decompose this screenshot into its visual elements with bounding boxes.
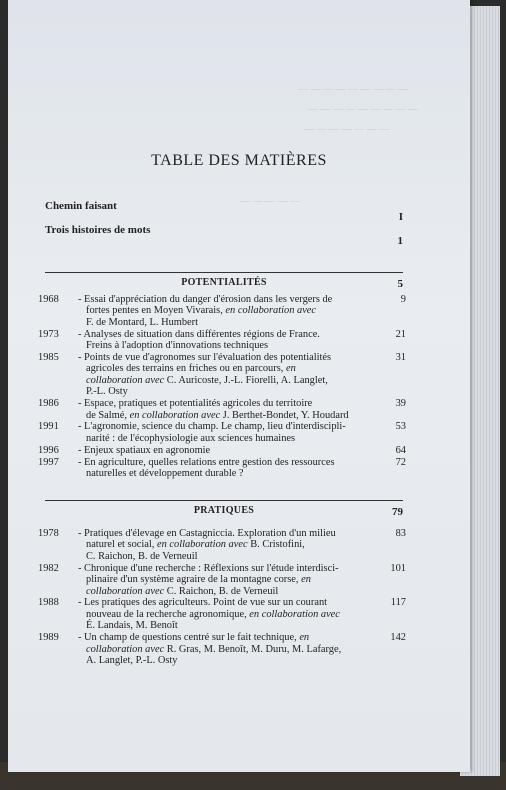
- toc-front-label: Trois histoires de mots: [45, 224, 151, 236]
- show-through-text: — — — — —: [240, 196, 300, 207]
- toc-entry: [38, 421, 406, 444]
- toc-front-label: Chemin faisant: [45, 200, 117, 212]
- entry-page: 83: [395, 528, 406, 539]
- entries-pratiques: [38, 528, 406, 667]
- entry-page: 21: [395, 328, 406, 340]
- entry-line: - Points de vue d'agronomes sur l'évaluation des potentialités: [78, 352, 332, 364]
- entry-line: nouveau de la recherche agronomique, en collaboration avec: [86, 608, 340, 620]
- entry-text: [78, 632, 382, 666]
- entry-year: 1985: [38, 352, 59, 364]
- entry-year: 1973: [38, 328, 59, 340]
- entry-text: [78, 421, 382, 444]
- entry-text: [78, 563, 382, 597]
- entry-line: P.-L. Osty: [86, 386, 128, 398]
- entry-year: 1982: [38, 562, 59, 574]
- entry-line: agricoles des terrains en friches ou en parcours, en: [86, 363, 296, 375]
- entry-line: F. de Montard, L. Humbert: [86, 316, 199, 328]
- entry-line: - Espace, pratiques et potentialités agricoles du territoire: [78, 398, 313, 410]
- entry-page: 142: [390, 632, 406, 644]
- toc-entry: [38, 445, 406, 456]
- entry-line: É. Landais, M. Benoît: [86, 620, 178, 632]
- section-heading: POTENTIALITÉS: [181, 277, 267, 288]
- section-page: 79: [392, 506, 403, 518]
- section-heading: PRATIQUES: [193, 505, 255, 516]
- entry-year: 1996: [38, 444, 59, 456]
- entry-text: [78, 398, 382, 421]
- toc-entry: [38, 294, 406, 328]
- entry-page: 39: [395, 398, 406, 410]
- page-title: TABLE DES MATIÈRES: [151, 152, 327, 169]
- toc-entry: [38, 398, 406, 421]
- entry-line: naturelles et développement durable ?: [86, 468, 244, 480]
- entry-line: collaboration avec C. Raichon, B. de Verneuil: [86, 585, 279, 597]
- entry-year: 1986: [38, 398, 59, 410]
- toc-entry: [38, 563, 406, 597]
- entry-line: collaboration avec C. Auricoste, J.-L. Fiorelli, A. Langlet,: [86, 374, 328, 386]
- entry-text: [78, 457, 382, 480]
- entry-line: - L'agronomie, science du champ. Le champ, lieu d'interdiscipli-: [78, 421, 346, 433]
- toc-entry: [38, 597, 406, 631]
- entry-year: 1989: [38, 632, 59, 644]
- entry-year: 1968: [38, 294, 59, 305]
- book-page: [8, 0, 470, 772]
- entry-line: narité : de l'écophysiologie aux sciences humaines: [86, 432, 296, 444]
- entry-line: A. Langlet, P.-L. Osty: [86, 654, 178, 666]
- entry-page: 31: [395, 352, 406, 364]
- toc-entry: [38, 528, 406, 562]
- entry-page: 101: [390, 562, 406, 574]
- entry-text: [78, 445, 382, 456]
- show-through-text: — — — — — — — — —: [308, 104, 418, 115]
- entry-year: 1978: [38, 528, 59, 539]
- entry-line: fortes pentes en Moyen Vivarais, en collaboration avec: [86, 305, 317, 317]
- section-potentialites: [45, 272, 403, 288]
- entry-text: [78, 597, 382, 631]
- entry-line: - En agriculture, quelles relations entre gestion des ressources: [78, 456, 335, 468]
- entry-text: [78, 329, 382, 352]
- toc-front-page: 1: [397, 235, 403, 247]
- entry-text: [78, 528, 382, 562]
- show-through-text: — — — — — — —: [304, 124, 389, 135]
- entry-line: - Les pratiques des agriculteurs. Point de vue sur un courant: [78, 597, 328, 609]
- entry-text: [78, 294, 382, 328]
- toc-front-item: [45, 224, 403, 247]
- toc-entry: [38, 457, 406, 480]
- entry-line: - Un champ de questions centré sur le fait technique, en: [78, 632, 310, 644]
- entry-text: [78, 352, 382, 398]
- entry-line: - Analyses de situation dans différentes régions de France.: [78, 328, 320, 340]
- entry-line: plinaire d'un système agraire de la montagne corse, en: [86, 574, 311, 586]
- section-pratiques: [45, 500, 403, 516]
- entry-line: - Enjeux spatiaux en agronomie: [78, 444, 211, 456]
- entry-line: C. Raichon, B. de Verneuil: [86, 550, 198, 562]
- entry-page: 53: [395, 421, 406, 433]
- entry-line: collaboration avec R. Gras, M. Benoît, M. Duru, M. Lafarge,: [86, 643, 342, 655]
- entry-page: 9: [400, 294, 406, 305]
- entry-line: de Salmé, en collaboration avec J. Berthet-Bondet, Y. Houdard: [86, 409, 349, 421]
- entry-page: 72: [395, 456, 406, 468]
- toc-entry: [38, 632, 406, 666]
- entry-year: 1988: [38, 597, 59, 609]
- entry-line: - Pratiques d'élevage en Castagniccia. Exploration d'un milieu: [78, 528, 336, 539]
- toc-entry: [38, 329, 406, 352]
- entry-year: 1997: [38, 456, 59, 468]
- section-page: 5: [397, 278, 403, 290]
- entry-page: 64: [395, 444, 406, 456]
- toc-entry: [38, 352, 406, 398]
- entry-year: 1991: [38, 421, 59, 433]
- entry-line: - Chronique d'une recherche : Réflexions sur l'étude interdisci-: [78, 562, 339, 574]
- entry-line: naturel et social, en collaboration avec B. Cristofini,: [86, 539, 305, 551]
- toc-front-page: I: [398, 211, 403, 223]
- toc-front-item: [45, 200, 403, 223]
- entries-potentialites: [38, 294, 406, 480]
- entry-line: - Essai d'appréciation du danger d'érosion dans les vergers de: [78, 294, 333, 305]
- show-through-text: — — — — — — — — —: [298, 84, 408, 95]
- entry-line: Freins à l'adoption d'innovations techniques: [86, 340, 269, 352]
- entry-page: 117: [390, 597, 406, 609]
